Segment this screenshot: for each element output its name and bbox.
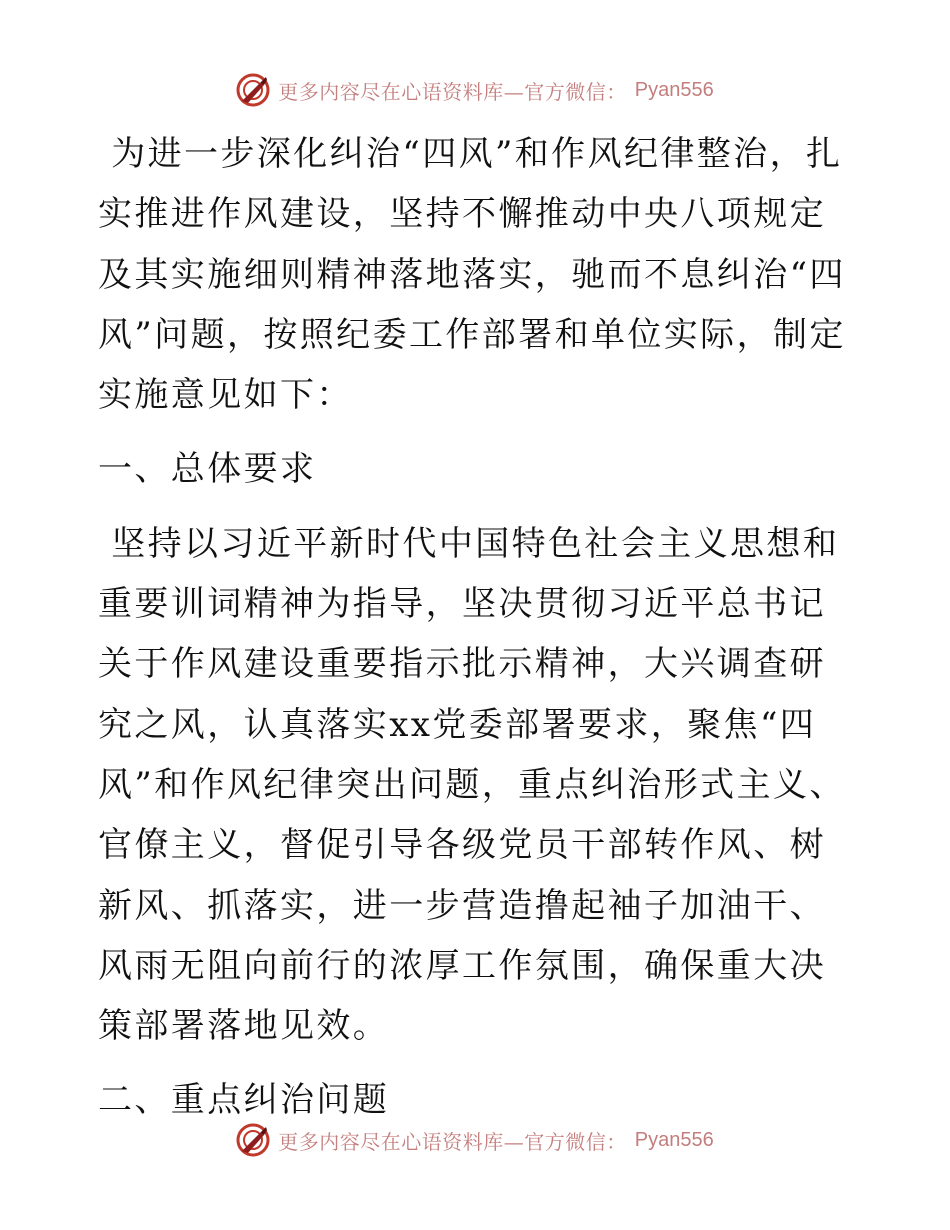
document-body [98,124,858,1131]
watermark-text: 更多内容尽在心语资料库—官方微信： [278,79,627,104]
watermark-text: 更多内容尽在心语资料库—官方微信： [278,1129,627,1154]
pen-logo-icon [236,73,270,107]
watermark-footer [0,1122,950,1158]
section-heading-2: 二、重点纠治问题 [98,1080,390,1121]
intro-paragraph: 为进一步深化纠治“四风”和作风纪律整治，扎实推进作风建设，坚持不懈推动中央八项规定及其实施细则精神落地落实，驰而不息纠治“四风”问题，按照纪委工作部署和单位实际，制定实施意见如下： [98,134,846,416]
section-heading-1: 一、总体要求 [98,449,317,490]
watermark-header [0,72,950,108]
section-1-paragraph: 坚持以习近平新时代中国特色社会主义思想和重要训词精神为指导，坚决贯彻习近平总书记关于作风建设重要指示批示精神，大兴调查研究之风，认真落实xx党委部署要求，聚焦“四风”和作风纪律突出问题，重点纠治形式主义、官僚主义，督促引导各级党员干部转作风、树新风、抓落实，进一步营造撸起袖子加油干、风雨无阻向前行的浓厚工作氛围，确保重大决策部署落地见效。 [98,523,846,1047]
watermark-wechat-id: Pyan556 [634,1128,714,1151]
pen-logo-icon [236,1123,270,1157]
watermark-wechat-id: Pyan556 [634,78,714,101]
